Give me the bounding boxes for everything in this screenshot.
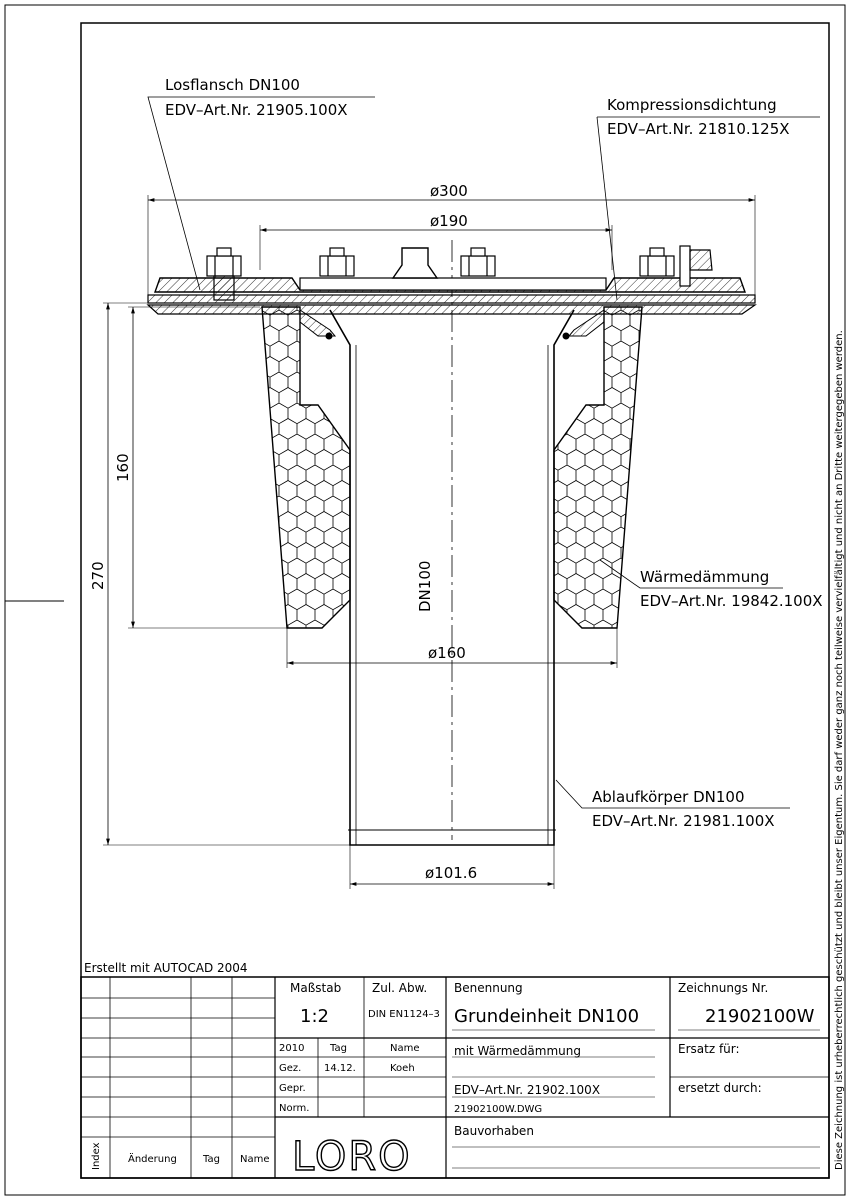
benennung-label: Benennung [454,981,523,995]
dim-dn100: DN100 [416,560,434,612]
tag-label: Tag [330,1043,347,1054]
kompression-art: EDV–Art.Nr. 21810.125X [607,120,790,138]
loro-logo: LORO [292,1134,412,1180]
base-plate [148,305,755,314]
dim-h270: 270 [89,561,107,590]
dim-d160: ø160 [428,644,466,662]
waerme-title: Wärmedämmung [640,568,770,586]
aenderung-label: Änderung [128,1154,177,1165]
zul-label: Zul. Abw. [372,981,428,995]
ersatz-fuer: Ersatz für: [678,1042,740,1056]
dim-d300: ø300 [430,182,468,200]
zeichnungs-nr: 21902100W [705,1006,815,1027]
index-label: Index [91,1142,102,1170]
losflansch-title: Losflansch DN100 [165,76,300,94]
massstab-value: 1:2 [300,1006,329,1027]
rev-tag-label: Tag [203,1154,220,1165]
gez-name: Koeh [390,1063,415,1074]
losflansch-art: EDV–Art.Nr. 21905.100X [165,101,348,119]
dim-h160: 160 [114,453,132,482]
dwg-name: 21902100W.DWG [454,1104,543,1115]
benennung-value: Grundeinheit DN100 [454,1006,640,1027]
gepr-label: Gepr. [279,1083,306,1094]
bauvorhaben: Bauvorhaben [454,1124,534,1138]
dim-d190: ø190 [430,212,468,230]
ablauf-title: Ablaufkörper DN100 [592,788,745,806]
name-label: Name [390,1043,420,1054]
rev-name-label: Name [240,1154,270,1165]
insulation-left [262,307,350,628]
bolt-4 [640,248,674,276]
ersetzt-durch: ersetzt durch: [678,1081,762,1095]
massstab-label: Maßstab [290,981,342,995]
bolt-3 [461,248,495,276]
dim-d101: ø101.6 [425,864,478,882]
zul-value: DIN EN1124–3 [368,1009,440,1020]
sub1: mit Wärmedämmung [454,1044,581,1058]
waerme-art: EDV–Art.Nr. 19842.100X [640,592,823,610]
norm-label: Norm. [279,1103,310,1114]
kompression-title: Kompressionsdichtung [607,96,777,114]
gez-tag: 14.12. [324,1063,356,1074]
gez-label: Gez. [279,1063,302,1074]
zeichnungs-label: Zeichnungs Nr. [678,981,769,995]
copyright-note: Diese Zeichnung ist urheberrechtlich geschützt und bleibt unser Eigentum. Sie darf weder ganz noch teilweise vervielfältigt und nicht an Dritte weitergegeben werden. [834,330,845,1170]
center-stud [393,248,437,278]
bolt-2 [320,248,354,276]
year: 2010 [279,1043,305,1054]
created-with: Erstellt mit AUTOCAD 2004 [84,961,248,975]
ablauf-art: EDV–Art.Nr. 21981.100X [592,812,775,830]
art-nr: EDV–Art.Nr. 21902.100X [454,1083,601,1097]
